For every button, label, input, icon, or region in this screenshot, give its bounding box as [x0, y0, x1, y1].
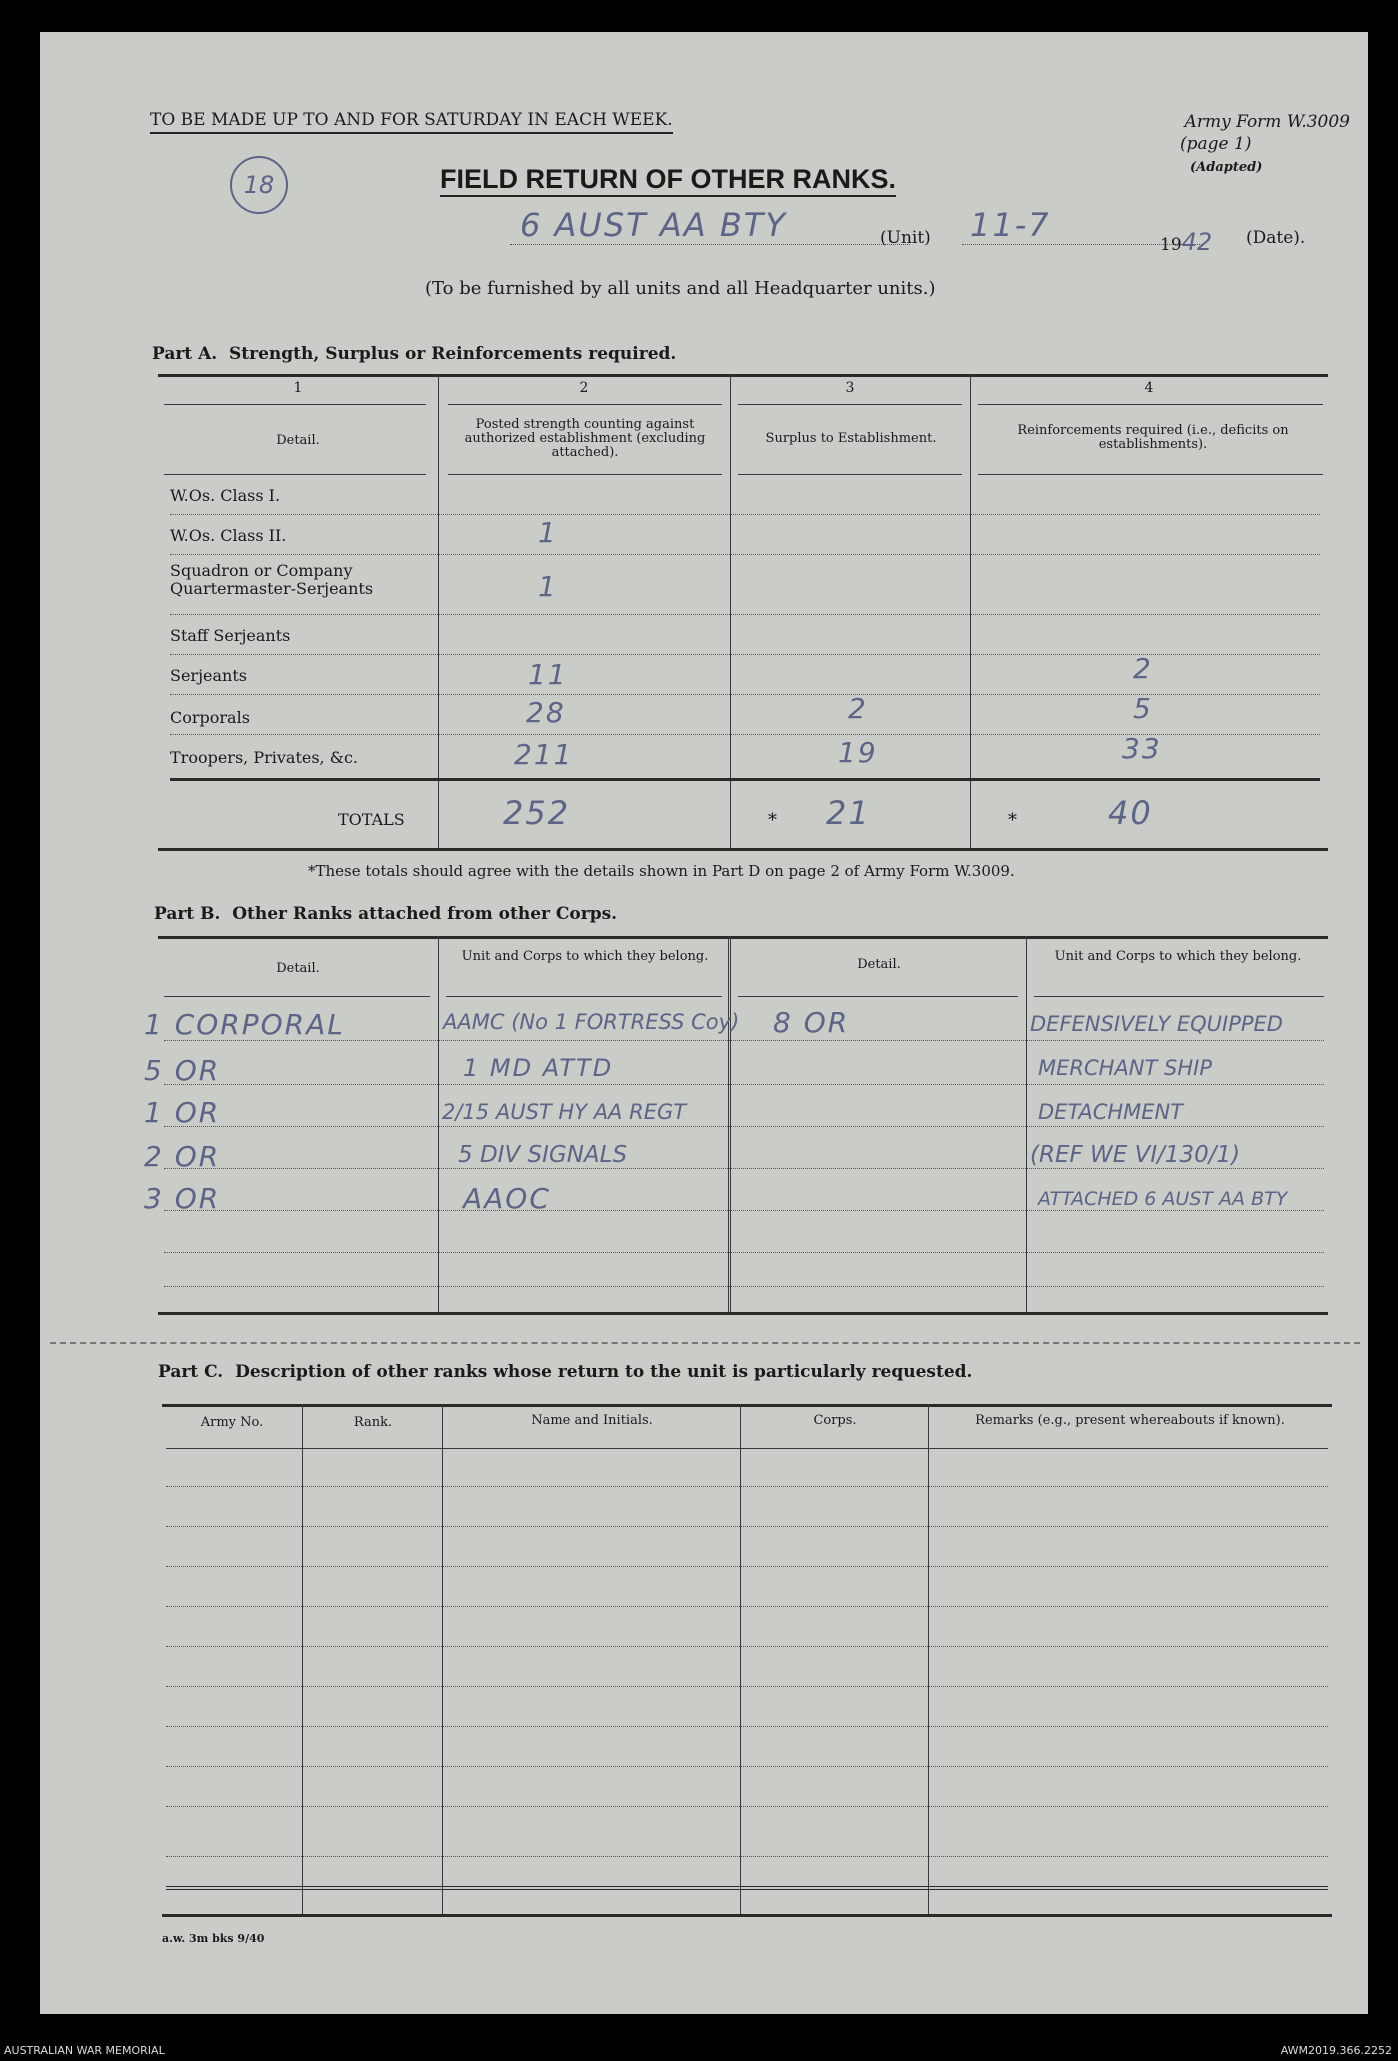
- part-c-heading: Part C. Description of other ranks whose return to the unit is particularly requested.: [158, 1362, 973, 1382]
- col-header-reinforcements: Reinforcements required (i.e., deficits on establishments).: [1017, 423, 1289, 452]
- part-c-table: [162, 1404, 1332, 1916]
- form-sheet: [40, 32, 1368, 2014]
- col-header-detail: Detail.: [276, 433, 320, 448]
- page-indicator: (page 1): [1180, 134, 1252, 154]
- date-label: (Date).: [1246, 228, 1306, 248]
- col-number-1: 1: [293, 380, 303, 396]
- col-header-surplus: Surplus to Establishment.: [765, 431, 937, 446]
- row-unit: 2/15 AUST HY AA REGT: [442, 1100, 687, 1124]
- row-unit: AAOC: [463, 1182, 551, 1215]
- row-detail-2: 8 OR: [773, 1006, 850, 1039]
- row-unit: AAMC (No 1 FORTRESS Coy): [443, 1010, 740, 1034]
- row-posted: 28: [526, 696, 566, 729]
- col-header-remarks: Remarks (e.g., present whereabouts if known).: [975, 1413, 1285, 1428]
- totals-posted: 252: [503, 794, 571, 832]
- col-header-name: Name and Initials.: [531, 1413, 653, 1428]
- year-field: 1942: [1160, 228, 1213, 256]
- col-header-unit-2: Unit and Corps to which they belong.: [1054, 949, 1302, 964]
- row-unit: 5 DIV SIGNALS: [458, 1142, 628, 1168]
- col-header-army-no: Army No.: [200, 1415, 264, 1430]
- row-detail: 1 OR: [144, 1096, 221, 1129]
- row-posted: 1: [538, 516, 558, 549]
- row-detail: 1 CORPORAL: [144, 1008, 345, 1041]
- row-detail: Staff Serjeants: [170, 626, 291, 645]
- row-detail: 3 OR: [144, 1182, 221, 1215]
- adapted-label: (Adapted): [1190, 160, 1263, 175]
- col-header-detail-2: Detail.: [857, 957, 901, 972]
- row-detail: Troopers, Privates, &c.: [170, 748, 359, 767]
- part-b-table: [144, 936, 1328, 1316]
- part-b-heading: Part B. Other Ranks attached from other Corps.: [154, 904, 618, 924]
- col-number-4: 4: [1144, 380, 1154, 396]
- row-posted: 1: [538, 570, 558, 603]
- col-header-corps: Corps.: [813, 1413, 857, 1428]
- row-unit-2: (REF WE VI/130/1): [1030, 1142, 1241, 1168]
- print-code: a.w. 3m bks 9/40: [162, 1932, 265, 1945]
- row-detail: W.Os. Class II.: [170, 526, 287, 545]
- unit-value: 6 AUST AA BTY: [520, 206, 787, 244]
- col-header-unit: Unit and Corps to which they belong.: [461, 949, 709, 964]
- totals-surplus-star: *: [768, 810, 777, 831]
- part-a-heading: Part A. Strength, Surplus or Reinforcements required.: [152, 344, 677, 364]
- unit-label: (Unit): [880, 228, 931, 248]
- col-header-rank: Rank.: [353, 1415, 393, 1430]
- footer-accession-number: AWM2019.366.2252: [1280, 2044, 1392, 2057]
- row-unit: 1 MD ATTD: [463, 1054, 614, 1082]
- form-subtitle: (To be furnished by all units and all Headquarter units.): [425, 278, 936, 299]
- row-detail: 5 OR: [144, 1054, 221, 1087]
- row-reinforcements: 33: [1122, 732, 1162, 765]
- totals-reinforcements-star: *: [1008, 810, 1017, 831]
- form-number: Army Form W.3009: [1184, 112, 1350, 132]
- row-detail: Squadron or Company Quartermaster-Serjeants: [170, 561, 374, 598]
- row-posted: 211: [514, 738, 574, 771]
- totals-note: *These totals should agree with the details shown in Part D on page 2 of Army Form W.3009.: [308, 862, 1015, 880]
- row-unit-2: MERCHANT SHIP: [1038, 1056, 1212, 1080]
- col-header-detail: Detail.: [276, 961, 320, 976]
- totals-label: TOTALS: [338, 810, 405, 829]
- row-reinforcements: 2: [1133, 652, 1153, 685]
- totals-reinforcements: 40: [1108, 794, 1153, 832]
- row-reinforcements: 5: [1133, 692, 1153, 725]
- totals-surplus: 21: [826, 794, 871, 832]
- row-detail: 2 OR: [144, 1140, 221, 1173]
- row-unit-2: DETACHMENT: [1038, 1100, 1184, 1124]
- row-surplus: 19: [838, 736, 878, 769]
- part-a-table: [158, 374, 1328, 850]
- col-number-2: 2: [579, 380, 589, 396]
- row-posted: 11: [528, 658, 568, 691]
- row-detail: Serjeants: [170, 666, 247, 685]
- row-unit-2: ATTACHED 6 AUST AA BTY: [1038, 1188, 1288, 1210]
- page-title: FIELD RETURN OF OTHER RANKS.: [440, 164, 896, 197]
- row-surplus: 2: [848, 692, 868, 725]
- sheet-number-circle: 18: [230, 156, 288, 214]
- footer-source: AUSTRALIAN WAR MEMORIAL: [4, 2044, 165, 2057]
- row-unit-2: DEFENSIVELY EQUIPPED: [1030, 1012, 1283, 1036]
- instruction-text: TO BE MADE UP TO AND FOR SATURDAY IN EACH WEEK.: [150, 110, 673, 130]
- date-value: 11-7: [970, 206, 1051, 244]
- row-detail: Corporals: [170, 708, 250, 727]
- row-detail: W.Os. Class I.: [170, 486, 281, 505]
- col-number-3: 3: [845, 380, 855, 396]
- col-header-posted: Posted strength counting against authorized establishment (excluding attached).: [464, 417, 706, 460]
